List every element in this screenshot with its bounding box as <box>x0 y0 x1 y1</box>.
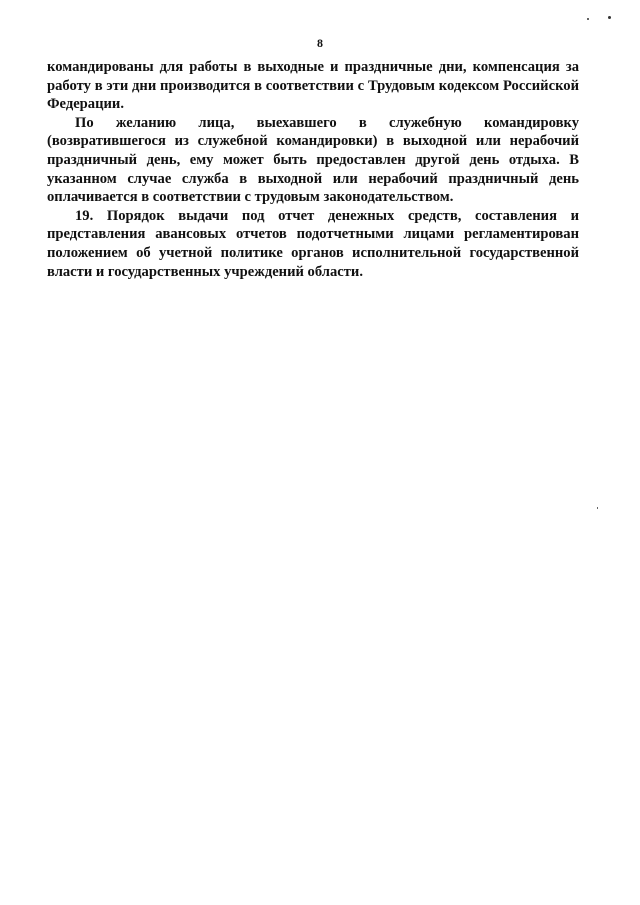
document-body <box>47 58 579 281</box>
paragraph-compensation: командированы для работы в выходные и праздничные дни, компенсация за работу в эти дни производится в соответствии с Трудовым кодексом Российской Федерации. <box>47 59 579 113</box>
scan-speck <box>597 507 598 509</box>
page-number: 8 <box>317 36 323 50</box>
scan-speck <box>608 16 611 19</box>
paragraph-day-off: По желанию лица, выехавшего в служебную командировку (возвратившегося из служебной командировки) в выходной или нерабочий праздничный день, ему может быть предоставлен другой день отдыха. В указанном случае служба в выходной или нерабочий праздничный день оплачивается в соответствии с трудовым законодательством. <box>47 114 579 206</box>
paragraph-item-19: 19. Порядок выдачи под отчет денежных средств, составления и представления авансовых отчетов подотчетными лицами регламентирован положением об учетной политике органов исполнительной государственной власти и государственных учреждений области. <box>47 207 579 280</box>
scan-speck <box>587 18 589 20</box>
